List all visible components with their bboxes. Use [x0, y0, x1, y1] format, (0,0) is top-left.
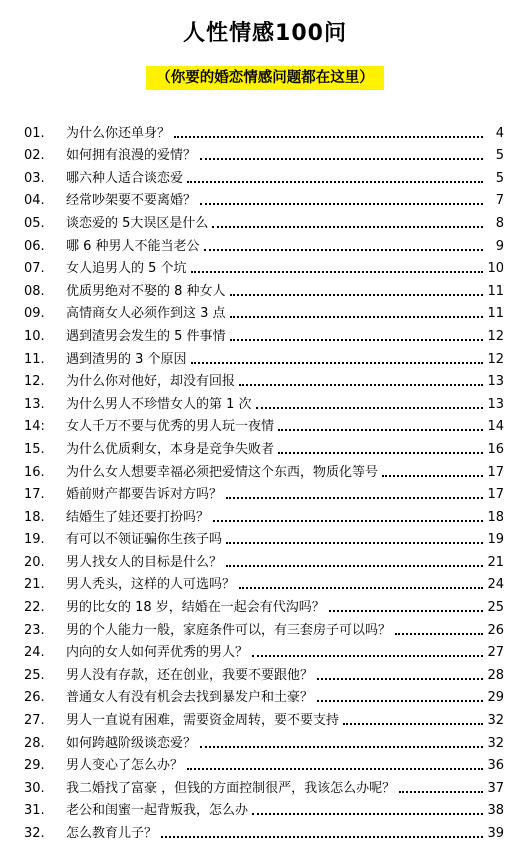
- toc-page-number: 19: [487, 532, 504, 548]
- toc-number: 13.: [24, 396, 45, 412]
- toc-number: 24.: [24, 645, 45, 661]
- toc-page-number: 17: [487, 487, 504, 503]
- toc-page-number: 32: [487, 735, 504, 751]
- page-title: 人性情感100问: [183, 21, 347, 46]
- toc-number: 30.: [24, 780, 45, 796]
- toc-page-number: 16: [487, 441, 504, 457]
- toc-row: [24, 277, 504, 300]
- toc-page-number: 36: [487, 758, 504, 774]
- dot-leader: [230, 294, 483, 296]
- toc-question: 我二婚找了富豪 ，但钱的方面控制很严，我该怎么办呢？: [66, 780, 396, 796]
- toc-number: 07.: [24, 261, 45, 277]
- toc-page-number: 28: [487, 667, 504, 683]
- toc-row: [24, 616, 504, 639]
- toc-question: 优质男绝对不娶的 8 种女人: [66, 283, 226, 299]
- toc-question: 遇到渣男的 3 个原因: [66, 351, 187, 367]
- toc-question: 男的个人能力一般，家庭条件可以，有三套房子可以吗？: [66, 622, 392, 638]
- toc-row: [24, 119, 504, 142]
- toc-row: [24, 752, 504, 775]
- dot-leader: [204, 249, 483, 251]
- toc-question: 男的比女的 18 岁，结婚在一起会有代沟吗？: [66, 600, 325, 616]
- toc-number: 08.: [24, 283, 45, 299]
- toc-number: 10.: [24, 328, 45, 344]
- toc-number: 18.: [24, 509, 45, 525]
- toc-question: 女人千万不要与优秀的男人玩一夜情: [66, 419, 275, 435]
- toc-row: [24, 661, 504, 684]
- toc-row: [24, 548, 504, 571]
- toc-row: [24, 255, 504, 278]
- dot-leader: [191, 362, 483, 364]
- toc-page-number: 9: [495, 238, 504, 254]
- toc-question: 男人没有存款，还在创业，我要不要跟他？: [66, 667, 314, 683]
- toc-page-number: 26: [487, 622, 504, 638]
- toc-question: 谈恋爱的 5大误区是什么: [66, 215, 209, 231]
- toc-page-number: 11: [487, 306, 504, 322]
- toc-question: 为什么优质剩女，本身是竞争失败者: [66, 441, 275, 457]
- toc-page-number: 5: [495, 170, 504, 186]
- toc-page-number: 17: [487, 464, 504, 480]
- dot-leader: [187, 181, 483, 183]
- dot-leader: [200, 203, 483, 205]
- toc-number: 16.: [24, 464, 45, 480]
- toc-row: [24, 164, 504, 187]
- toc-page-number: 14: [487, 419, 504, 435]
- toc-question: 男人找女人的目标是什么？: [66, 554, 223, 570]
- toc-page-number: 37: [487, 780, 504, 796]
- dot-leader: [174, 136, 483, 138]
- toc-row: [24, 187, 504, 210]
- toc-number: 31.: [24, 803, 45, 819]
- toc-page-number: 39: [487, 826, 504, 841]
- toc-number: 17.: [24, 487, 45, 503]
- toc-page-number: 32: [487, 713, 504, 729]
- toc-question: 婚前财产都要告诉对方吗？: [66, 487, 223, 503]
- toc-question: 怎么教育儿子？: [66, 826, 158, 841]
- dot-leader: [239, 587, 483, 589]
- toc-row: [24, 322, 504, 345]
- toc-row: [24, 413, 504, 436]
- toc-question: 男人一直说有困难，需要资金周转，要不要支持: [66, 713, 340, 729]
- toc-number: 27.: [24, 713, 45, 729]
- toc-question: 为什么你对他好，却没有回报: [66, 374, 236, 390]
- toc-page-number: 10: [487, 261, 504, 277]
- toc-question: 哪 6 种男人不能当老公: [66, 238, 200, 254]
- toc-page-number: 5: [495, 148, 504, 164]
- toc-row: [24, 571, 504, 594]
- dot-leader: [343, 723, 483, 725]
- toc-row: [24, 300, 504, 323]
- dot-leader: [317, 700, 483, 702]
- toc-number: 15.: [24, 441, 45, 457]
- toc-page-number: 7: [495, 193, 504, 209]
- dot-leader: [226, 542, 483, 544]
- toc-question: 普通女人有没有机会去找到暴发户和土豪？: [66, 690, 314, 706]
- toc-question: 为什么男人不珍惜女人的第 1 次: [66, 396, 252, 412]
- toc-number: 23.: [24, 622, 45, 638]
- toc-question: 内向的女人如何弄优秀的男人？: [66, 645, 249, 661]
- toc-row: [24, 593, 504, 616]
- toc-row: [24, 639, 504, 662]
- toc-question: 经常吵架要不要离婚？: [66, 193, 197, 209]
- toc-page-number: 18: [487, 509, 504, 525]
- toc-number: 26.: [24, 690, 45, 706]
- dot-leader: [278, 452, 483, 454]
- dot-leader: [161, 836, 483, 838]
- toc-number: 22.: [24, 600, 45, 616]
- toc-number: 04.: [24, 193, 45, 209]
- dot-leader: [213, 520, 483, 522]
- toc-page-number: 4: [495, 125, 504, 141]
- toc-row: [24, 368, 504, 391]
- table-of-contents: [24, 119, 504, 842]
- toc-question: 有可以不领证骗你生孩子吗: [66, 532, 223, 548]
- toc-row: [24, 232, 504, 255]
- dot-leader: [230, 316, 483, 318]
- toc-question: 遇到渣男会发生的 5 件事情: [66, 328, 226, 344]
- toc-question: 如何拥有浪漫的爱情？: [66, 148, 197, 164]
- dot-leader: [239, 384, 483, 386]
- dot-leader: [212, 226, 483, 228]
- toc-number: 01.: [24, 125, 45, 141]
- toc-number: 12.: [24, 374, 45, 390]
- dot-leader: [317, 678, 483, 680]
- dot-leader: [226, 497, 483, 499]
- toc-page-number: 11: [487, 283, 504, 299]
- toc-row: [24, 345, 504, 368]
- toc-number: 11.: [24, 351, 45, 367]
- toc-row: [24, 435, 504, 458]
- toc-row: [24, 729, 504, 752]
- dot-leader: [226, 565, 483, 567]
- toc-question: 如何跨越阶级谈恋爱？: [66, 735, 197, 751]
- toc-number: 05.: [24, 215, 45, 231]
- dot-leader: [230, 339, 483, 341]
- toc-question: 男人秃头，这样的人可选吗？: [66, 577, 236, 593]
- toc-number: 03.: [24, 170, 45, 186]
- toc-row: [24, 481, 504, 504]
- dot-leader: [278, 429, 483, 431]
- toc-page-number: 13: [487, 396, 504, 412]
- dot-leader: [329, 610, 483, 612]
- toc-question: 男人变心了怎么办？: [66, 758, 184, 774]
- toc-number: 09.: [24, 306, 45, 322]
- toc-question: 女人追男人的 5 个坑: [66, 261, 187, 277]
- toc-row: [24, 458, 504, 481]
- dot-leader: [200, 746, 483, 748]
- toc-page-number: 12: [487, 328, 504, 344]
- toc-question: 老公和闺蜜一起背叛我，怎么办: [66, 803, 249, 819]
- toc-number: 06.: [24, 238, 45, 254]
- dot-leader: [252, 813, 483, 815]
- toc-row: [24, 390, 504, 413]
- dot-leader: [256, 407, 483, 409]
- toc-number: 02.: [24, 148, 45, 164]
- dot-leader: [191, 271, 483, 273]
- toc-number: 21.: [24, 577, 45, 593]
- dot-leader: [395, 633, 483, 635]
- toc-page-number: 13: [487, 374, 504, 390]
- toc-row: [24, 774, 504, 797]
- toc-row: [24, 209, 504, 232]
- toc-row: [24, 503, 504, 526]
- subtitle-highlight: （你要的婚恋情感问题都在这里）: [146, 66, 384, 90]
- toc-question: 哪六种人适合谈恋爱: [66, 170, 184, 186]
- toc-row: [24, 684, 504, 707]
- toc-row: [24, 819, 504, 842]
- toc-number: 28.: [24, 735, 45, 751]
- toc-number: 25.: [24, 667, 45, 683]
- dot-leader: [382, 475, 483, 477]
- toc-number: 29.: [24, 758, 45, 774]
- toc-page-number: 21: [487, 554, 504, 570]
- toc-row: [24, 142, 504, 165]
- toc-page-number: 8: [495, 215, 504, 231]
- toc-row: [24, 706, 504, 729]
- toc-page-number: 38: [487, 803, 504, 819]
- toc-number: 20.: [24, 554, 45, 570]
- dot-leader: [187, 768, 483, 770]
- toc-row: [24, 797, 504, 820]
- toc-page-number: 24: [487, 577, 504, 593]
- dot-leader: [200, 158, 483, 160]
- toc-question: 为什么女人想要幸福必须把爱情这个东西，物质化等号: [66, 464, 379, 480]
- toc-number: 32.: [24, 826, 45, 841]
- toc-row: [24, 526, 504, 549]
- toc-number: 14:: [24, 419, 45, 435]
- toc-question: 高情商女人必须作到这 3 点: [66, 306, 226, 322]
- toc-page-number: 27: [487, 645, 504, 661]
- toc-page-number: 29: [487, 690, 504, 706]
- dot-leader: [399, 791, 483, 793]
- toc-number: 19.: [24, 532, 45, 548]
- toc-page-number: 12: [487, 351, 504, 367]
- toc-question: 结婚生了娃还要打扮吗？: [66, 509, 210, 525]
- toc-question: 为什么你还单身？: [66, 125, 171, 141]
- toc-page-number: 25: [487, 600, 504, 616]
- dot-leader: [252, 655, 483, 657]
- subtitle-container: [0, 66, 530, 90]
